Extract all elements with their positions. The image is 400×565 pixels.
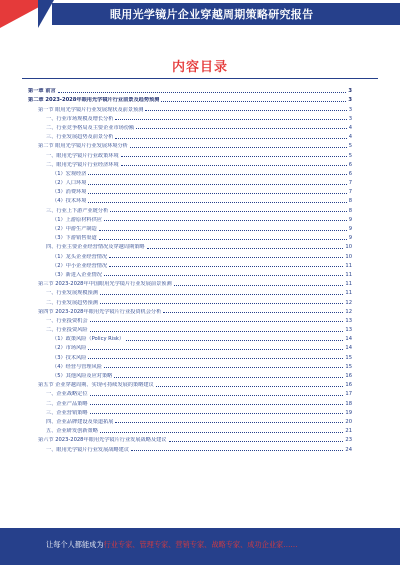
toc-entry-title: （2）市场风险 <box>52 345 87 352</box>
toc-entry-title: 四、行业主要企业经营情况及穿越周期策略 <box>46 244 145 251</box>
toc-entry-title: 一、行业市场规模及增长分析 <box>46 115 114 122</box>
toc-leader-dots <box>174 284 344 286</box>
toc-entry-title: （2）中小企业经营情况 <box>52 262 108 269</box>
toc-entry-title: 一、企业战略定位 <box>46 391 88 398</box>
toc-entry[interactable] <box>28 333 352 342</box>
toc-entry-page: 10 <box>345 253 352 260</box>
toc-entry-title: 一、眼用光学镜片行业政策环境 <box>46 152 119 159</box>
toc-entry-page: 19 <box>345 409 352 416</box>
toc-entry-page: 8 <box>348 198 352 205</box>
toc-entry-page: 24 <box>345 446 352 453</box>
toc-entry[interactable] <box>28 85 352 94</box>
toc-entry-title: 二、眼用光学镜片行业经济环境 <box>46 161 119 168</box>
toc-leader-dots <box>88 348 343 350</box>
toc-entry[interactable] <box>28 416 352 425</box>
toc-entry[interactable] <box>28 204 352 213</box>
toc-entry[interactable] <box>28 195 352 204</box>
toc-entry-title: 二、行业投资风险 <box>46 327 88 334</box>
toc-leader-dots <box>121 155 347 157</box>
toc-leader-dots <box>161 100 346 102</box>
toc-entry-page: 9 <box>348 235 352 242</box>
toc-entry[interactable] <box>28 177 352 186</box>
toc-entry-title: 一、行业发展规模预测 <box>46 290 98 297</box>
toc-entry-page: 17 <box>345 391 352 398</box>
toc-entry[interactable] <box>28 131 352 140</box>
toc-leader-dots <box>114 376 343 378</box>
toc-entry-title: 第一节 眼用光学镜片行业发展现状及前景预测 <box>38 106 144 113</box>
toc-leader-dots <box>88 192 346 194</box>
toc-entry-title: 一、行业投资机会 <box>46 317 88 324</box>
toc-entry[interactable] <box>28 407 352 416</box>
toc-entry-page: 14 <box>345 345 352 352</box>
toc-leader-dots <box>136 127 346 129</box>
toc-entry[interactable] <box>28 324 352 333</box>
toc-entry[interactable] <box>28 296 352 305</box>
toc-entry-page: 15 <box>345 363 352 370</box>
toc-entry-page: 5 <box>348 152 352 159</box>
toc-leader-dots <box>99 229 347 231</box>
toc-entry-page: 3 <box>348 106 352 113</box>
toc-entry-title: （5）其他风险及应对策略 <box>52 373 113 379</box>
toc-leader-dots <box>115 118 346 120</box>
toc-entry-page: 13 <box>345 327 352 334</box>
toc-entry-title: （1）龙头企业经营情况 <box>52 253 108 260</box>
toc-leader-dots <box>169 440 344 442</box>
toc-entry-title: （1）宏观经济 <box>52 170 87 177</box>
toc-entry-page: 12 <box>345 299 352 306</box>
toc-entry[interactable] <box>28 168 352 177</box>
toc-entry-page: 4 <box>348 134 352 141</box>
toc-entry-title: 三、行业发展趋势及前景分析 <box>46 134 114 141</box>
footer-slogan-prefix: 让每个人都能成为 <box>46 540 104 549</box>
toc-leader-dots <box>90 403 344 405</box>
toc-entry[interactable] <box>28 232 352 241</box>
toc-leader-dots <box>100 431 344 433</box>
toc-entry-page: 12 <box>345 308 352 315</box>
toc-entry[interactable] <box>28 287 352 296</box>
toc-entry-page: 11 <box>345 281 352 288</box>
toc-entry[interactable] <box>28 241 352 250</box>
toc-leader-dots <box>104 274 343 276</box>
toc-entry[interactable] <box>28 149 352 158</box>
toc-entry-page: 15 <box>345 354 352 361</box>
toc-entry[interactable] <box>28 103 352 112</box>
toc-entry[interactable] <box>28 94 352 103</box>
toc-entry-page: 5 <box>348 143 352 150</box>
toc-entry-title: （2）中游生产制造 <box>52 226 97 232</box>
toc-entry[interactable] <box>28 379 352 388</box>
report-title: 眼用光学镜片企业穿越周期策略研究报告 <box>110 8 314 21</box>
toc-entry[interactable] <box>28 425 352 434</box>
toc-entry-title: 一、眼用光学镜片行业发展战略建议 <box>46 446 130 453</box>
toc-entry-title: 第二节 眼用光学镜片行业发展环境分析 <box>38 143 128 150</box>
toc-entry-page: 11 <box>345 271 352 278</box>
toc-entry[interactable] <box>28 306 352 315</box>
toc-leader-dots <box>121 164 347 166</box>
toc-entry-title: 三、行业上下游产业链分析 <box>46 207 109 214</box>
toc-entry-page: 3 <box>348 97 352 104</box>
toc-leader-dots <box>163 311 343 313</box>
toc-entry-title: 第六节 2023-2028年眼用光学镜片行业发展战略及建议 <box>38 437 167 444</box>
toc-heading: 内容目录 <box>171 60 228 75</box>
toc-leader-dots <box>109 256 343 258</box>
toc-leader-dots <box>99 238 347 240</box>
toc-leader-dots <box>88 173 346 175</box>
toc-entry-title: 二、行业发展趋势预测 <box>46 299 98 306</box>
toc-leader-dots <box>109 265 343 267</box>
toc-entry-title: （3）技术风险 <box>52 354 87 361</box>
toc-entry-title: 第三节 2023-2028年中国眼用光学镜片行业发展前景预测 <box>38 281 172 288</box>
toc-entry-page: 6 <box>348 170 352 177</box>
toc-leader-dots <box>130 146 347 148</box>
toc-leader-dots <box>131 449 343 451</box>
toc-entry[interactable] <box>28 342 352 351</box>
toc-leader-dots <box>90 320 344 322</box>
toc-entry-title: （4）经营与管理风险 <box>52 363 102 370</box>
toc-entry-title: 四、企业品牌建设及渠道拓展 <box>46 418 114 425</box>
toc-entry-page: 13 <box>345 317 352 324</box>
toc-entry-page: 6 <box>348 161 352 168</box>
toc-entry[interactable] <box>28 260 352 269</box>
toc-entry-page: 10 <box>345 244 352 251</box>
toc-leader-dots <box>88 201 346 203</box>
toc-entry-page: 14 <box>345 336 352 343</box>
toc-entry-title: 二、企业产品策略 <box>46 400 88 407</box>
toc-leader-dots <box>115 137 346 139</box>
toc-entry-page: 21 <box>345 428 352 435</box>
toc-entry-page: 16 <box>345 373 352 379</box>
toc-leader-dots <box>100 293 344 295</box>
toc-leader-dots <box>88 183 346 185</box>
toc-leader-dots <box>126 339 343 341</box>
toc-entry[interactable] <box>28 122 352 131</box>
toc-entry[interactable] <box>28 159 352 168</box>
toc-leader-dots <box>58 91 347 93</box>
toc-entry-title: （1）上游原材料供应 <box>52 216 102 223</box>
toc-entry-page: 11 <box>345 290 352 297</box>
toc-leader-dots <box>90 412 344 414</box>
toc-leader-dots <box>100 302 344 304</box>
toc-entry-title: 二、行业竞争格局及主要企业市场份额 <box>46 124 135 131</box>
toc-entry[interactable] <box>28 214 352 223</box>
toc-entry-page: 3 <box>348 115 352 122</box>
toc-entry-page: 8 <box>348 207 352 214</box>
toc-leader-dots <box>104 219 347 221</box>
toc-entry-title: （3）消费环境 <box>52 189 87 196</box>
toc-entry-page: 20 <box>345 418 352 425</box>
toc-entry[interactable] <box>28 351 352 360</box>
toc-entry[interactable] <box>28 388 352 397</box>
toc-entry-title: 第二章 2023-2028年眼用光学镜片行业前景及趋势预测 <box>28 97 160 104</box>
toc-entry-title: （4）技术环境 <box>52 198 87 205</box>
toc-leader-dots <box>90 394 344 396</box>
toc-entry[interactable] <box>28 361 352 370</box>
toc-entry[interactable] <box>28 250 352 259</box>
toc-entry[interactable] <box>28 113 352 122</box>
table-of-contents <box>28 85 352 453</box>
toc-leader-dots <box>145 109 346 111</box>
toc-divider <box>22 78 378 79</box>
toc-entry-page: 7 <box>348 180 352 187</box>
toc-entry-page: 16 <box>345 382 352 389</box>
toc-entry-title: （2）人口环境 <box>52 180 87 187</box>
toc-entry-page: 3 <box>348 88 352 95</box>
toc-entry-title: 第一章 前言 <box>28 88 56 95</box>
toc-entry-title: （3）新进入企业情况 <box>52 271 102 278</box>
toc-entry-title: 五、企业研发创新策略 <box>46 428 98 435</box>
toc-leader-dots <box>115 421 343 423</box>
toc-entry[interactable] <box>28 278 352 287</box>
toc-entry[interactable] <box>28 269 352 278</box>
toc-entry-title: 第五节 企业穿越周期、实现可持续发展的策略建议 <box>38 382 154 389</box>
footer-banner <box>0 528 400 565</box>
toc-entry[interactable] <box>28 315 352 324</box>
footer-slogan-highlight: 行业专家、管理专家、营销专家、战略专家、成功企业家…… <box>103 540 298 549</box>
toc-leader-dots <box>104 366 343 368</box>
toc-entry-page: 11 <box>345 262 352 269</box>
toc-leader-dots <box>147 247 344 249</box>
toc-entry-title: 三、企业营销策略 <box>46 409 88 416</box>
toc-entry-page: 7 <box>348 189 352 196</box>
toc-entry-page: 9 <box>348 226 352 232</box>
toc-entry[interactable] <box>28 140 352 149</box>
toc-entry-page: 9 <box>348 216 352 223</box>
toc-entry[interactable] <box>28 397 352 406</box>
toc-entry-title: （1）政策风险（Policy Risk） <box>52 336 125 343</box>
toc-leader-dots <box>90 330 344 332</box>
toc-entry-title: （3）下游销售渠道 <box>52 235 97 242</box>
toc-entry[interactable] <box>28 186 352 195</box>
toc-leader-dots <box>156 385 344 387</box>
toc-leader-dots <box>110 210 346 212</box>
toc-leader-dots <box>88 357 343 359</box>
toc-entry[interactable] <box>28 434 352 443</box>
toc-entry-page: 23 <box>345 437 352 444</box>
toc-entry-title: 第四节 2023-2028年眼用光学镜片行业投资机会分析 <box>38 308 162 315</box>
header-banner <box>0 0 400 28</box>
footer-slogan <box>46 540 298 550</box>
toc-entry[interactable] <box>28 223 352 232</box>
toc-entry-page: 18 <box>345 400 352 407</box>
header-blue-accent <box>38 0 54 28</box>
toc-entry-page: 4 <box>348 124 352 131</box>
toc-entry[interactable] <box>28 370 352 379</box>
toc-entry[interactable] <box>28 443 352 452</box>
